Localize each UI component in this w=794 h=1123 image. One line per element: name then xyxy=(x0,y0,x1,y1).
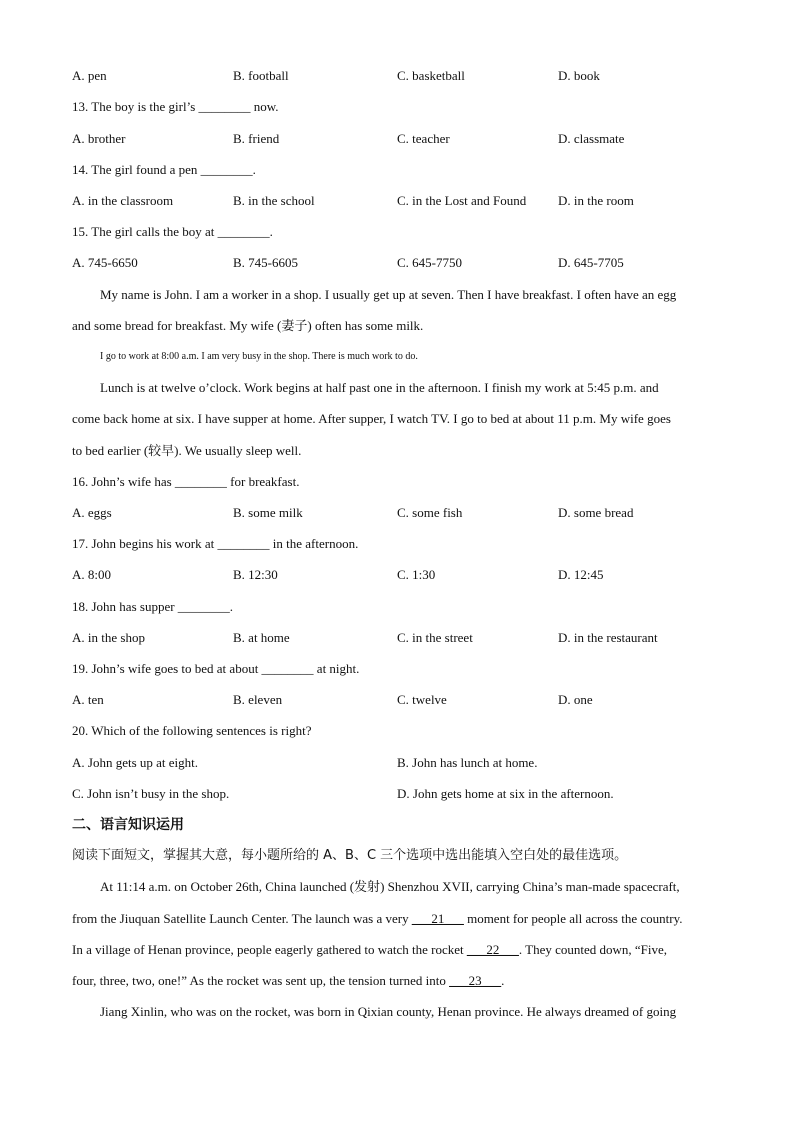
q18-option-a: A. in the shop xyxy=(72,630,145,645)
cloze-p1-line3 xyxy=(72,942,722,958)
passage-text: At 11:14 a.m. on October 26th, China launched ( xyxy=(100,879,355,894)
question-16: 16. John’s wife has ________ for breakfast. xyxy=(72,474,300,489)
passage-text: four, three, two, one!” As the rocket was sent up, the tension turned into xyxy=(72,973,450,988)
q13-option-c: C. teacher xyxy=(397,131,450,146)
q15-option-b: B. 745-6605 xyxy=(233,255,298,270)
q16-option-c: C. some fish xyxy=(397,505,463,520)
passage-p3-line2: come back home at six. I have supper at home. After supper, I watch TV. I go to bed at about 11 p.m. My wife goes xyxy=(72,411,671,426)
passage-text: . They counted down, “Five, xyxy=(518,942,668,957)
q20-option-b: B. John has lunch at home. xyxy=(397,755,538,770)
q20-option-c: C. John isn’t busy in the shop. xyxy=(72,786,230,801)
section-title: 二、语言知识运用 xyxy=(72,817,184,833)
passage-text: to bed earlier ( xyxy=(72,443,149,458)
q19-option-c: C. twelve xyxy=(397,692,447,707)
blank-21: ___21___ xyxy=(411,911,464,926)
q14-option-c: C. in the Lost and Found xyxy=(397,193,527,208)
passage-text: . xyxy=(501,973,505,988)
q14-option-d: D. in the room xyxy=(558,193,634,208)
q17-option-b: B. 12:30 xyxy=(233,567,278,582)
q20-option-a: A. John gets up at eight. xyxy=(72,755,199,770)
question-18: 18. John has supper ________. xyxy=(72,599,234,614)
q19-option-d: D. one xyxy=(558,692,593,707)
q19-option-a: A. ten xyxy=(72,692,104,707)
passage-p2: I go to work at 8:00 a.m. I am very busy in the shop. There is much work to do. xyxy=(100,351,418,362)
q17-option-c: C. 1:30 xyxy=(397,567,436,582)
q13-option-d: D. classmate xyxy=(558,131,625,146)
question-13: 13. The boy is the girl’s ________ now. xyxy=(72,99,279,114)
q16-option-d: D. some bread xyxy=(558,505,634,520)
question-17: 17. John begins his work at ________ in the afternoon. xyxy=(72,536,359,551)
passage-text: from the Jiuquan Satellite Launch Center. The launch was a very xyxy=(72,911,412,926)
q12-option-d: D. book xyxy=(558,68,600,83)
cloze-p1-line4 xyxy=(72,973,722,989)
q12-option-c: C. basketball xyxy=(397,68,465,83)
q13-option-a: A. brother xyxy=(72,131,126,146)
chinese-gloss: 发射 xyxy=(354,880,381,895)
question-20: 20. Which of the following sentences is right? xyxy=(72,723,312,738)
question-19: 19. John’s wife goes to bed at about ________ at night. xyxy=(72,661,360,676)
chinese-gloss: 妻子 xyxy=(281,319,308,334)
cloze-p1-line1 xyxy=(100,879,722,896)
passage-text: In a village of Henan province, people eagerly gathered to watch the rocket xyxy=(72,942,467,957)
cloze-p2-line1: Jiang Xinlin, who was on the rocket, was born in Qixian county, Henan province. He always dreamed of going xyxy=(100,1004,677,1019)
q16-option-b: B. some milk xyxy=(233,505,303,520)
chinese-gloss: 较早 xyxy=(148,444,175,459)
q15-option-c: C. 645-7750 xyxy=(397,255,462,270)
question-15: 15. The girl calls the boy at ________. xyxy=(72,224,273,239)
passage-text: moment for people all across the country. xyxy=(463,911,683,926)
q15-option-d: D. 645-7705 xyxy=(558,255,624,270)
passage-text: ) often has some milk. xyxy=(307,318,424,333)
passage-p1-line2 xyxy=(72,318,722,335)
section-instruction: 阅读下面短文，掌握其大意，每小题所给的 A、B、C 三个选项中选出能填入空白处的最佳选项。 xyxy=(72,848,628,863)
q12-option-b: B. football xyxy=(233,68,289,83)
blank-22: ___22___ xyxy=(466,942,519,957)
passage-p3-line1: Lunch is at twelve o’clock. Work begins at half past one in the afternoon. I finish my work at 5:45 p.m. and xyxy=(100,380,659,395)
passage-p1-line1: My name is John. I am a worker in a shop. I usually get up at seven. Then I have breakfast. I often have an egg xyxy=(100,287,677,302)
q14-option-b: B. in the school xyxy=(233,193,315,208)
q17-option-d: D. 12:45 xyxy=(558,567,604,582)
q18-option-b: B. at home xyxy=(233,630,290,645)
q18-option-d: D. in the restaurant xyxy=(558,630,658,645)
passage-text: and some bread for breakfast. My wife ( xyxy=(72,318,282,333)
q19-option-b: B. eleven xyxy=(233,692,283,707)
question-14: 14. The girl found a pen ________. xyxy=(72,162,256,177)
q12-option-a: A. pen xyxy=(72,68,107,83)
q16-option-a: A. eggs xyxy=(72,505,112,520)
passage-p3-line3 xyxy=(72,443,722,460)
q15-option-a: A. 745-6650 xyxy=(72,255,138,270)
q14-option-a: A. in the classroom xyxy=(72,193,174,208)
q20-option-d: D. John gets home at six in the afternoon. xyxy=(397,786,614,801)
q18-option-c: C. in the street xyxy=(397,630,473,645)
passage-text: ) Shenzhou XVII, carrying China’s man-made spacecraft, xyxy=(380,879,680,894)
passage-text: ). We usually sleep well. xyxy=(174,443,302,458)
cloze-p1-line2 xyxy=(72,911,722,927)
blank-23: ___23___ xyxy=(449,973,502,988)
q13-option-b: B. friend xyxy=(233,131,280,146)
q17-option-a: A. 8:00 xyxy=(72,567,111,582)
